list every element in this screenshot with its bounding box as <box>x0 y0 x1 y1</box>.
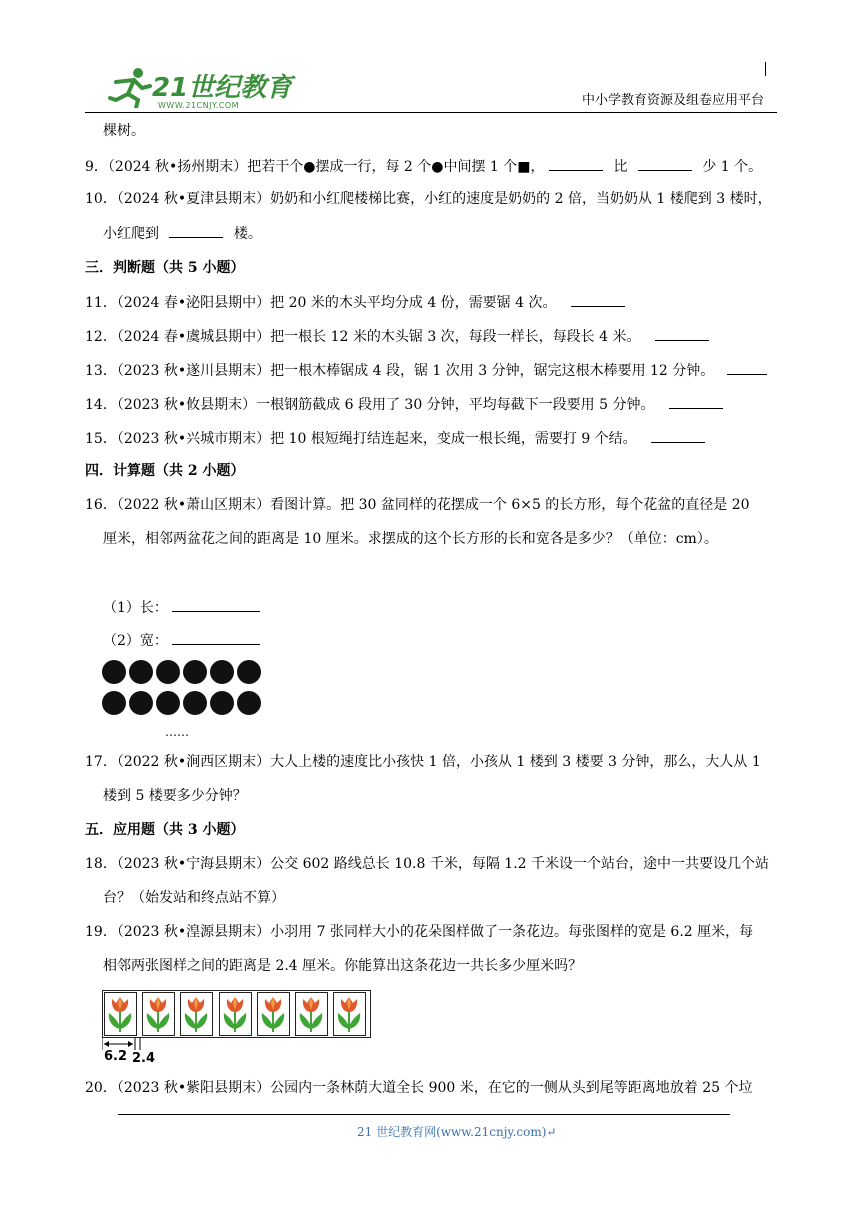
tulip-icon <box>220 993 250 1033</box>
part-1-label: （1）长： <box>103 600 168 616</box>
question-9-end: 少 1 个。 <box>702 159 763 175</box>
logo-text: 21世纪教育 <box>152 73 293 103</box>
flower-pot <box>183 660 207 684</box>
header-rule <box>85 112 777 113</box>
tulip-icon <box>258 993 288 1033</box>
answer-blank[interactable] <box>169 223 223 238</box>
question-18-line-1: 18．（2023 秋•宁海县期末）公交 602 路线总长 10.8 千米，每隔 1.2 千米设一个站台，途中一共要设几个站 <box>85 856 770 872</box>
question-16-line-2: 厘米，相邻两盆花之间的距离是 10 厘米。求摆成的这个长方形的长和宽各是多少？（单位：cm）。 <box>103 531 718 547</box>
question-15-text: 15．（2023 秋•兴城市期末）把 10 根短绳打结连起来，变成一根长绳，需要打 9 个结。 <box>85 431 637 447</box>
answer-blank[interactable] <box>727 360 767 375</box>
flower-pot <box>156 691 180 715</box>
section-heading: 四．计算题（共 2 小题） <box>85 463 245 479</box>
header <box>0 0 860 115</box>
answer-blank[interactable] <box>172 597 260 612</box>
platform-title: 中小学教育资源及组卷应用平台 <box>582 93 765 108</box>
flower-pot <box>183 691 207 715</box>
question-11-text: 11．（2024 春•泌阳县期中）把 20 米的木头平均分成 4 份，需要锯 4 次。 <box>85 295 557 311</box>
flower-tile <box>219 992 252 1036</box>
question-9 <box>85 156 762 177</box>
tulip-icon <box>334 993 364 1033</box>
continuation-line: 棵树。 <box>103 123 145 139</box>
flower-pot <box>237 660 261 684</box>
footer-text: 21 世纪教育网(www.21cnjy.com)↵ <box>357 1125 557 1139</box>
flower-pot <box>129 660 153 684</box>
question-10-text: 小红爬到 <box>103 226 159 242</box>
flower-pot-figure <box>102 660 268 720</box>
section-heading: 五．应用题（共 3 小题） <box>85 822 245 838</box>
flower-border-figure <box>102 990 372 1066</box>
question-14-text: 14．（2023 秋•攸县期末）一根钢筋截成 6 段用了 30 分钟，平均每截下一段要用 5 分钟。 <box>85 397 655 413</box>
question-9-mid: 比 <box>613 159 628 175</box>
question-10-end: 楼。 <box>233 226 262 242</box>
question-10-line-1: 10．（2024 秋•夏津县期末）奶奶和小红爬楼梯比赛，小红的速度是奶奶的 2 倍，当奶奶从 1 楼爬到 3 楼时， <box>85 191 772 207</box>
tulip-icon <box>296 993 326 1033</box>
tulip-icon <box>105 993 135 1033</box>
answer-blank[interactable] <box>655 326 709 341</box>
question-12-text: 12．（2024 春•虞城县期中）把一根长 12 米的木头锯 3 次，每段一样长，每段长 4 米。 <box>85 329 641 345</box>
flower-pot <box>237 691 261 715</box>
answer-blank[interactable] <box>571 292 625 307</box>
footer-rule <box>118 1114 730 1115</box>
answer-blank[interactable] <box>651 428 705 443</box>
question-17-line-2: 楼到 5 楼要多少分钟？ <box>103 788 247 804</box>
tulip-icon <box>143 993 173 1033</box>
question-16-line-1: 16．（2022 秋•萧山区期末）看图计算。把 30 盆同样的花摆成一个 6×5 的长方形，每个花盆的直径是 20 <box>85 497 750 513</box>
flower-tile <box>180 992 213 1036</box>
flower-tile <box>257 992 290 1036</box>
question-19-line-1: 19．（2023 秋•湟源县期末）小羽用 7 张同样大小的花朵图样做了一条花边。每张图样的宽是 6.2 厘米，每 <box>85 924 754 940</box>
question-11 <box>85 292 625 313</box>
question-10-line-2 <box>103 223 262 244</box>
flower-tile <box>333 992 366 1036</box>
header-tick <box>765 62 766 76</box>
question-16-part-2 <box>103 630 260 651</box>
question-20: 20．（2023 秋•紫阳县期末）公园内一条林荫大道全长 900 米，在它的一侧从头到尾等距离地放着 25 个垃 <box>85 1080 753 1096</box>
answer-blank[interactable] <box>549 156 603 171</box>
tulip-icon <box>181 993 211 1033</box>
question-12 <box>85 326 709 347</box>
part-2-label: （2）宽： <box>103 633 168 649</box>
question-9-text: 9．（2024 秋•扬州期末）把若干个●摆成一行，每 2 个●中间摆 1 个■， <box>85 159 545 175</box>
dimension-label-gap: 2.4 <box>132 1051 156 1066</box>
flower-tile <box>142 992 175 1036</box>
flower-pot <box>210 691 234 715</box>
flower-pot <box>210 660 234 684</box>
question-15 <box>85 428 705 449</box>
flower-tile <box>295 992 328 1036</box>
runner-logo-icon <box>108 66 152 108</box>
question-14 <box>85 394 723 415</box>
question-13-text: 13．（2023 秋•遂川县期末）把一根木棒锯成 4 段，锯 1 次用 3 分钟，锯完这根木棒要用 12 分钟。 <box>85 363 715 379</box>
answer-blank[interactable] <box>172 630 260 645</box>
flower-pot <box>129 691 153 715</box>
question-13 <box>85 360 767 381</box>
question-19-line-2: 相邻两张图样之间的距离是 2.4 厘米。你能算出这条花边一共长多少厘米吗？ <box>103 958 583 974</box>
flower-pot <box>156 660 180 684</box>
logo-url: WWW.21CNJY.COM <box>158 101 240 110</box>
question-18-line-2: 台？（始发站和终点站不算） <box>103 890 285 906</box>
dimension-label-width: 6.2 <box>104 1049 128 1064</box>
section-heading: 三．判断题（共 5 小题） <box>85 260 245 276</box>
flower-tile <box>104 992 137 1036</box>
answer-blank[interactable] <box>669 394 723 409</box>
question-17-line-1: 17．（2022 秋•涧西区期末）大人上楼的速度比小孩快 1 倍，小孩从 1 楼到 3 楼要 3 分钟，那么，大人从 1 <box>85 754 761 770</box>
answer-blank[interactable] <box>638 156 692 171</box>
question-16-part-1 <box>103 597 260 618</box>
flower-pot <box>102 691 126 715</box>
ellipsis: …… <box>165 725 189 739</box>
flower-pot <box>102 660 126 684</box>
